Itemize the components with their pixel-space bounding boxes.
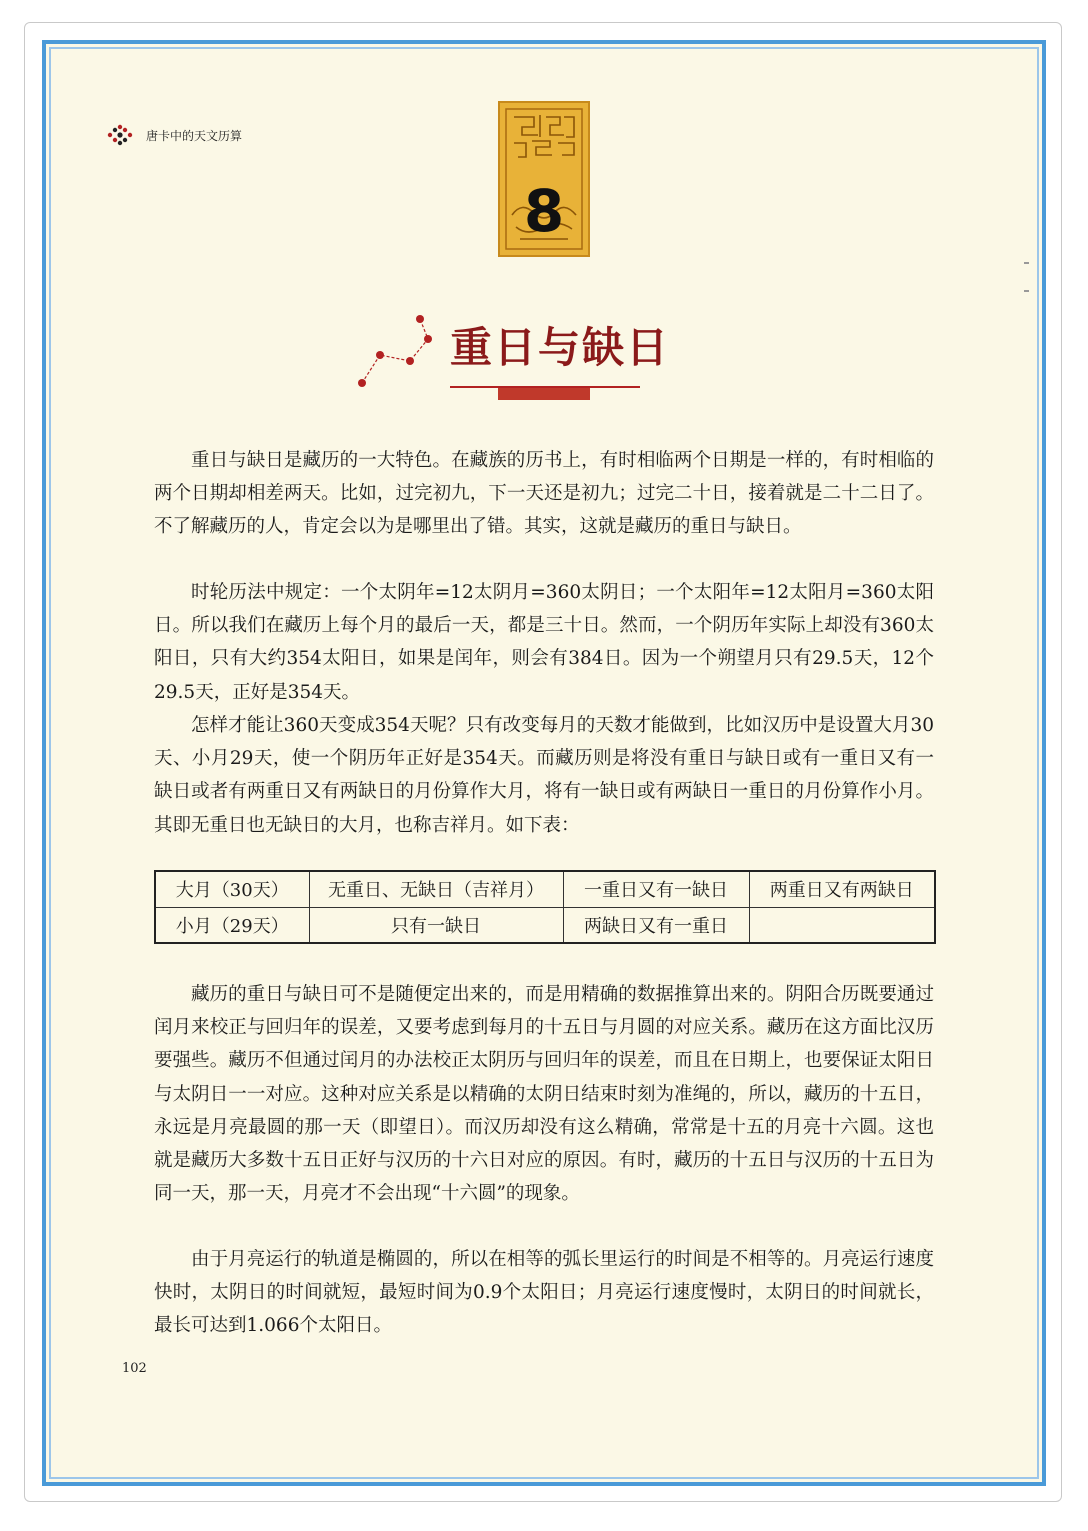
table-cell (749, 907, 935, 943)
paragraph-1: 重日与缺日是藏历的一大特色。在藏族的历书上，有时相临两个日期是一样的，有时相临的两个日期却相差两天。比如，过完初九，下一天还是初九；过完二十日，接着就是二十二日了。不了解藏历的人，肯定会以为是哪里出了错。其实，这就是藏历的重日与缺日。 (154, 450, 934, 538)
constellation-icon (350, 305, 450, 395)
page-number: 102 (122, 1361, 147, 1376)
running-header-title: 唐卡中的天文历算 (146, 128, 243, 143)
paragraph-5: 由于月亮运行的轨道是椭圆的，所以在相等的弧长里运行的时间是不相等的。月亮运行速度快时，太阴日的时间就短，最短时间为0.9个太阳日；月亮运行速度慢时，太阴日的时间就长，最长可达到1.066个太阳日。 (154, 1249, 934, 1337)
table-cell: 一重日又有一缺日 (563, 871, 749, 907)
month-type-table (154, 870, 936, 944)
title-accent-bar (498, 388, 590, 400)
table-cell: 两重日又有两缺日 (749, 871, 935, 907)
running-header (104, 122, 242, 148)
chapter-title: 重日与缺日 (450, 323, 671, 372)
paragraph-3: 怎样才能让360天变成354天呢？只有改变每月的天数才能做到，比如汉历中是设置大月30天、小月29天，使一个阴历年正好是354天。而藏历则是将没有重日与缺日或有一重日又有一缺日或者有两重日又有两缺日的月份算作大月，将有一缺日或有两缺日一重日的月份算作小月。其即无重日也无缺日的大月，也称吉祥月。如下表： (154, 715, 934, 836)
table-row (155, 871, 935, 907)
margin-mark (1024, 262, 1029, 264)
table-cell: 小月（29天） (155, 907, 309, 943)
margin-mark (1024, 290, 1029, 292)
table-cell: 只有一缺日 (309, 907, 563, 943)
table-cell: 大月（30天） (155, 871, 309, 907)
paragraph-2: 时轮历法中规定：一个太阴年=12太阴月=360太阴日；一个太阳年=12太阳月=360太阳日。所以我们在藏历上每个月的最后一天，都是三十日。然而，一个阴历年实际上却没有360太阳日，只有大约354太阳日，如果是闰年，则会有384日。因为一个朔望月只有29.5天，12个29.5天，正好是354天。 (154, 582, 934, 703)
paragraph-4: 藏历的重日与缺日可不是随便定出来的，而是用精确的数据推算出来的。阴阳合历既要通过闰月来校正与回归年的误差，又要考虑到每月的十五日与月圆的对应关系。藏历在这方面比汉历要强些。藏历不但通过闰月的办法校正太阴历与回归年的误差，而且在日期上，也要保证太阳日与太阴日一一对应。这种对应关系是以精确的太阴日结束时刻为准绳的，所以，藏历的十五日，永远是月亮最圆的那一天（即望日）。而汉历却没有这么精确，常常是十五的月亮十六圆。这也就是藏历大多数十五日正好与汉历的十六日对应的原因。有时，藏历的十五日与汉历的十五日为同一天，那一天，月亮才不会出现“十六圆”的现象。 (154, 984, 934, 1205)
book-logo-icon (104, 122, 136, 148)
chapter-number: 8 (523, 177, 565, 245)
table-row (155, 907, 935, 943)
table-cell: 两缺日又有一重日 (563, 907, 749, 943)
table-cell: 无重日、无缺日（吉祥月） (309, 871, 563, 907)
